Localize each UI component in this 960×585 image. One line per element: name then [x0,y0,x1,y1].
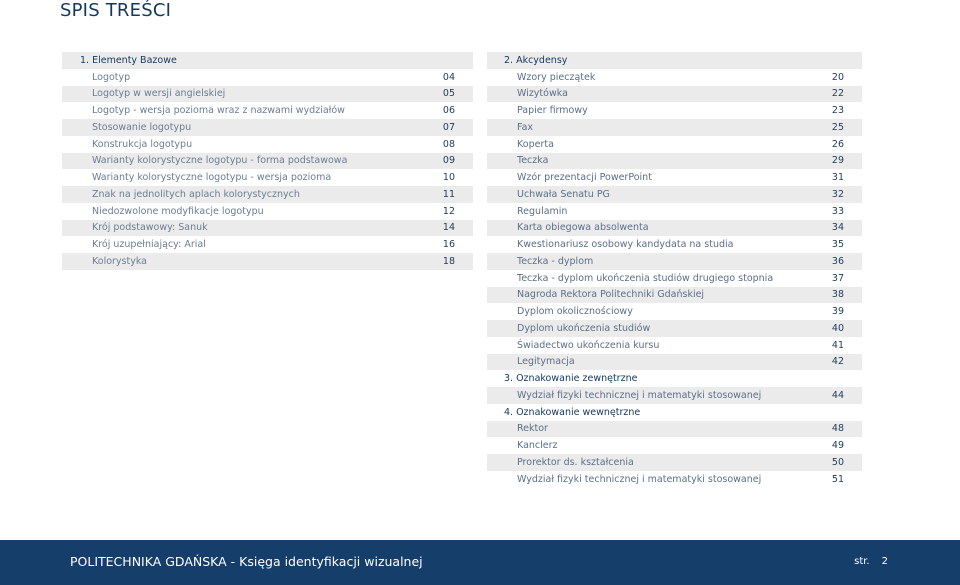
toc-entry-label: Teczka [517,155,549,167]
toc-entry-page: 06 [442,105,455,117]
toc-entry-page: 49 [831,440,844,452]
toc-entry[interactable] [487,303,862,320]
toc-entry[interactable] [487,421,862,438]
toc-entry-page: 33 [831,205,844,217]
toc-section-label: 3. Oznakowanie zewnętrzne [504,373,638,385]
toc-entry-label: Stosowanie logotypu [92,121,192,133]
toc-entry-label: Konstrukcja logotypu [92,138,193,150]
toc-entry-label: Kolorystyka [92,255,148,267]
toc-entry-label: Teczka - dyplom ukończenia studiów drugiego stopnia [517,272,774,284]
toc-entry-page: 04 [442,71,455,83]
toc-entry-page: 31 [831,172,844,184]
toc-entry-page: 12 [442,205,455,217]
toc-section-heading[interactable] [487,52,862,69]
toc-entry[interactable] [487,253,862,270]
toc-entry-label: Logotyp [92,71,131,83]
toc-entry-page: 08 [442,138,455,150]
toc-entry-label: Papier firmowy [517,105,588,117]
toc-entry[interactable] [62,69,473,86]
toc-entry-label: Warianty kolorystyczne logotypu - wersja pozioma [92,172,332,184]
toc-entry[interactable] [487,220,862,237]
toc-entry[interactable] [487,69,862,86]
page-title: SPIS TREŚCI [60,0,172,21]
toc-entry-page: 26 [831,138,844,150]
toc-entry[interactable] [487,102,862,119]
toc-list-left [62,69,473,270]
toc-entry[interactable] [487,169,862,186]
toc-column-left [62,52,473,270]
toc-entry-page: 23 [831,105,844,117]
toc-entry-label: Świadectwo ukończenia kursu [517,339,660,351]
toc-entry[interactable] [487,454,862,471]
toc-entry-page: 32 [831,188,844,200]
toc-section-heading[interactable] [62,52,473,69]
toc-entry-page: 42 [831,356,844,368]
footer-page-indicator [854,556,888,567]
toc-entry[interactable] [62,153,473,170]
toc-entry-page: 16 [442,239,455,251]
toc-entry-label: Dyplom ukończenia studiów [517,322,651,334]
toc-entry-label: Krój uzupełniający: Arial [92,239,206,251]
toc-entry-page: 34 [831,222,844,234]
toc-entry[interactable] [487,387,862,404]
toc-entry[interactable] [62,169,473,186]
toc-entry[interactable] [62,203,473,220]
toc-entry-page: 44 [831,389,844,401]
toc-entry-page: 40 [831,322,844,334]
toc-entry-page: 41 [831,339,844,351]
toc-entry-page: 38 [831,289,844,301]
toc-entry-label: Niedozwolone modyfikacje logotypu [92,205,264,217]
toc-section-label: 2. Akcydensy [504,54,568,66]
toc-entry-label: Prorektor ds. kształcenia [517,456,634,468]
toc-entry-page: 07 [442,121,455,133]
toc-entry[interactable] [487,86,862,103]
toc-entry[interactable] [487,337,862,354]
toc-entry-page: 50 [831,456,844,468]
toc-section-label: 1. Elementy Bazowe [80,54,177,66]
toc-entry-label: Koperta [517,138,554,150]
toc-entry-page: 20 [831,71,844,83]
toc-entry-label: Logotyp - wersja pozioma wraz z nazwami wydziałów [92,105,345,117]
toc-entry-page: 05 [442,88,455,100]
toc-section-label: 4. Oznakowanie wewnętrzne [504,406,641,418]
footer-page-number: 2 [881,556,888,567]
toc-entry[interactable] [487,437,862,454]
toc-entry-label: Nagroda Rektora Politechniki Gdańskiej [517,289,705,301]
toc-entry-label: Kanclerz [517,440,558,452]
toc-entry-label: Wzór prezentacji PowerPoint [517,172,652,184]
toc-section-heading[interactable] [487,370,862,387]
toc-entry[interactable] [62,119,473,136]
toc-entry-page: 35 [831,239,844,251]
toc-entry[interactable] [62,136,473,153]
toc-entry[interactable] [487,136,862,153]
toc-entry-page: 36 [831,255,844,267]
toc-entry-page: 29 [831,155,844,167]
toc-entry-label: Uchwała Senatu PG [517,188,610,200]
toc-entry[interactable] [62,220,473,237]
toc-entry[interactable] [487,119,862,136]
toc-entry-label: Karta obiegowa absolwenta [517,222,649,234]
toc-entry-label: Krój podstawowy: Sanuk [92,222,208,234]
toc-entry-page: 51 [831,473,844,485]
toc-entry-label: Dyplom okolicznościowy [517,306,633,318]
toc-entry[interactable] [487,270,862,287]
toc-entry[interactable] [62,86,473,103]
toc-entry-label: Warianty kolorystyczne logotypu - forma podstawowa [92,155,348,167]
toc-entry-page: 14 [442,222,455,234]
toc-entry-label: Wizytówka [517,88,568,100]
toc-entry-label: Logotyp w wersji angielskiej [92,88,226,100]
toc-column-right [487,52,862,488]
toc-entry[interactable] [62,186,473,203]
footer-title: POLITECHNIKA GDAŃSKA - Księga identyfikacji wizualnej [70,554,423,569]
toc-entry-label: Wydział fizyki technicznej i matematyki stosowanej [517,389,762,401]
toc-entry-page: 39 [831,306,844,318]
toc-entry-page: 22 [831,88,844,100]
toc-entry-label: Regulamin [517,205,568,217]
toc-entry[interactable] [487,354,862,371]
footer-page-label: str. [854,556,870,567]
toc-entry-label: Legitymacja [517,356,575,368]
toc-entry[interactable] [487,236,862,253]
toc-entry-page: 37 [831,272,844,284]
toc-entry-label: Znak na jednolitych aplach kolorystycznych [92,188,300,200]
toc-entry-page: 09 [442,155,455,167]
toc-section-heading[interactable] [487,404,862,421]
toc-entry[interactable] [487,471,862,488]
footer-bar [0,540,960,585]
toc-entry-label: Rektor [517,423,548,435]
toc-entry-label: Wzory pieczątek [517,71,596,83]
toc-entry-label: Teczka - dyplom [517,255,594,267]
toc-entry[interactable] [487,153,862,170]
toc-entry[interactable] [487,320,862,337]
toc-entry[interactable] [487,287,862,304]
toc-entry[interactable] [487,186,862,203]
toc-entry[interactable] [62,102,473,119]
toc-entry-label: Fax [517,121,534,133]
toc-entry-page: 48 [831,423,844,435]
toc-entry-page: 25 [831,121,844,133]
toc-entry[interactable] [62,253,473,270]
toc-entry[interactable] [62,236,473,253]
toc-entry-page: 18 [442,255,455,267]
toc-entry-page: 10 [442,172,455,184]
toc-entry[interactable] [487,203,862,220]
toc-entry-page: 11 [442,188,455,200]
toc-entry-label: Wydział fizyki technicznej i matematyki stosowanej [517,473,762,485]
toc-entry-label: Kwestionariusz osobowy kandydata na studia [517,239,734,251]
